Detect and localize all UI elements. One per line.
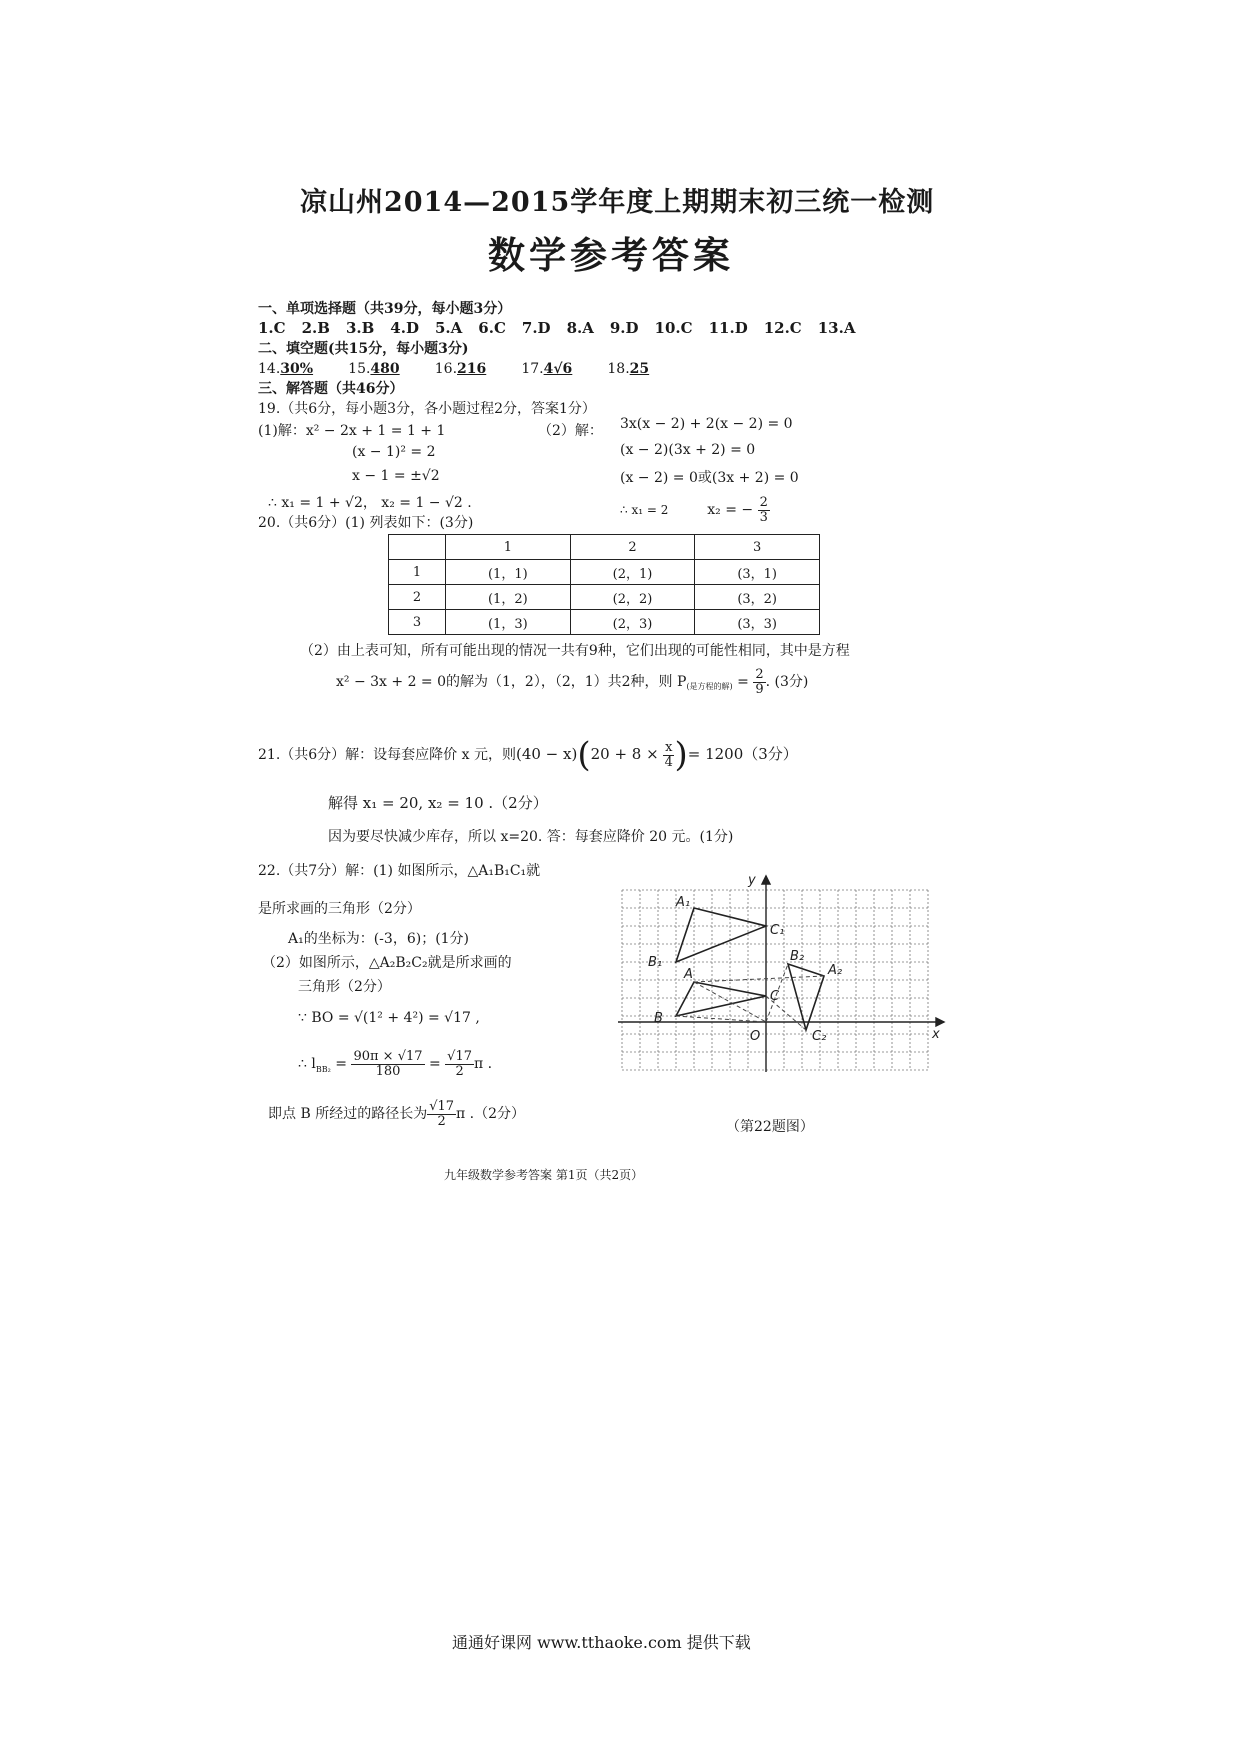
- root-x2: x₂ = −: [707, 502, 754, 519]
- fill-item: [435, 361, 487, 377]
- q19-p2-line2: (x − 2)(3x + 2) = 0: [620, 442, 756, 458]
- answer-item: 2.B: [301, 319, 330, 337]
- q20-p2-line1: （2）由上表可知，所有可能出现的情况一共有9种，它们出现的可能性相同，其中是方程: [300, 643, 850, 659]
- equals: =: [335, 1056, 347, 1073]
- q22-line3: A₁的坐标为：(-3，6)；(1分): [288, 931, 470, 947]
- fill-item: [607, 361, 649, 377]
- table-cell: (2，2): [570, 585, 695, 610]
- table-row: [389, 610, 820, 635]
- answer-item: 5.A: [434, 319, 463, 337]
- q19-p1-line2: (x − 1)² = 2: [352, 444, 436, 460]
- fraction: $\frac{√17}{2}$: [447, 1049, 472, 1079]
- q22-line2: 是所求画的三角形（2分）: [258, 901, 421, 917]
- fill-value: 30%: [280, 361, 314, 377]
- answer-item: 4.D: [390, 319, 419, 337]
- table-cell: 2: [389, 585, 446, 610]
- q21-line3: 因为要尽快减少库存，所以 x=20. 答：每套应降价 20 元。(1分): [328, 829, 734, 845]
- axes: [618, 876, 944, 1072]
- grid-lines: [622, 890, 928, 1070]
- table-cell: 2: [570, 535, 695, 560]
- fill-number: 17.: [521, 361, 544, 377]
- q22-line4: （2）如图所示，△A₂B₂C₂就是所求画的: [262, 955, 512, 971]
- fill-number: 16.: [434, 361, 458, 377]
- q19-p1-line1: (1)解：x² − 2x + 1 = 1 + 1: [258, 423, 446, 439]
- triangle-A1B1C1: [676, 908, 766, 962]
- table-cell: (1，2): [446, 585, 571, 610]
- origin-O: O: [750, 1029, 761, 1044]
- answer-item: 7.D: [521, 319, 551, 337]
- table-cell: 3: [695, 535, 820, 560]
- q20-p2-line2: [336, 668, 808, 696]
- section1-heading: 一、单项选择题（共39分，每小题3分）: [258, 301, 512, 317]
- fraction: $\frac{2}{3}$: [759, 495, 768, 525]
- table-cell: (3，1): [695, 560, 820, 585]
- point-B2: B₂: [790, 949, 805, 964]
- page-footer: 九年级数学参考答案 第1页（共2页）: [444, 1168, 644, 1182]
- paren-left: (: [577, 735, 591, 775]
- answer-item: 8.A: [566, 319, 594, 337]
- y-label: y: [748, 873, 756, 888]
- q20-score: . (3分): [765, 674, 809, 691]
- q22-l-subscript: BB₂: [315, 1065, 331, 1075]
- fill-item: [348, 361, 400, 377]
- answer-item: 6.C: [478, 319, 506, 337]
- point-C1: C₁: [770, 923, 785, 938]
- table-cell: 3: [389, 610, 446, 635]
- table-cell: (2，3): [570, 610, 695, 635]
- outcome-table: [388, 534, 820, 635]
- answer-item: 9.D: [609, 319, 639, 337]
- table-cell: (3，3): [695, 610, 820, 635]
- fill-value: 4√6: [543, 361, 573, 377]
- fraction: $\frac{90\pi \times √17}{180}$: [353, 1049, 423, 1079]
- fraction: $\frac{x}{4}$: [664, 739, 673, 770]
- point-B1: B₁: [648, 955, 663, 970]
- answer-item: 10.C: [654, 319, 693, 337]
- table-row: [389, 585, 820, 610]
- point-C: C: [770, 989, 780, 1004]
- equals: =: [428, 1056, 441, 1073]
- q19-p1-line3: x − 1 = ±√2: [352, 468, 440, 484]
- q20-heading: 20.（共6分）(1) 列表如下：(3分): [258, 515, 474, 531]
- table-cell: (2，1): [570, 560, 695, 585]
- q22-text: 即点 B 所经过的路径长为: [268, 1106, 428, 1123]
- q21-eq-mid: 20 + 8 ×: [590, 745, 659, 763]
- q21-eq-right: = 1200（3分）: [687, 745, 798, 763]
- q22-pi: π .（2分）: [456, 1106, 526, 1123]
- q19-heading: 19.（共6分，每小题3分，各小题过程2分，答案1分）: [258, 401, 596, 417]
- choice-answers: [258, 318, 871, 337]
- x-label: x: [932, 1027, 940, 1042]
- q22-line7: [298, 1050, 492, 1078]
- q22-line6: ∵ BO = √(1² + 4²) = √17 ,: [298, 1010, 480, 1026]
- q21-text: 21.（共6分）解：设每套应降价 x 元，则: [258, 747, 516, 763]
- point-A1: A₁: [676, 895, 691, 910]
- point-B: B: [654, 1011, 663, 1026]
- q20-subscript: (是方程的解): [686, 682, 733, 692]
- answer-item: 1.C: [258, 319, 286, 337]
- table-cell: 1: [446, 535, 571, 560]
- x-axis-arrow: [936, 1018, 944, 1026]
- fill-value: 25: [629, 361, 650, 377]
- point-A2: A₂: [828, 963, 843, 978]
- table-cell: (3，2): [695, 585, 820, 610]
- q20-text: x² − 3x + 2 = 0的解为（1，2），（2，1）共2种，则 P: [336, 674, 687, 691]
- point-C2: C₂: [812, 1029, 827, 1044]
- answer-item: 3.B: [345, 319, 375, 337]
- section2-heading: 二、填空题(共15分，每小题3分): [258, 341, 469, 357]
- fill-answers: [258, 358, 679, 377]
- document-subtitle: 数学参考答案: [488, 233, 734, 277]
- table-cell: (1，1): [446, 560, 571, 585]
- y-axis-arrow: [762, 876, 770, 884]
- q22-l-symbol: ∴ l: [298, 1056, 316, 1073]
- q19-p2-line4: [620, 496, 770, 524]
- q22-pi: π .: [474, 1056, 493, 1073]
- q19-p1-line4: ∴ x₁ = 1 + √2， x₂ = 1 − √2 .: [268, 495, 472, 511]
- table-cell: [389, 535, 446, 560]
- q22-line1: 22.（共7分）解：(1) 如图所示，△A₁B₁C₁就: [258, 863, 541, 879]
- fill-number: 18.: [607, 361, 630, 377]
- table-cell: (1，3): [446, 610, 571, 635]
- construction-dashes: [676, 964, 824, 1030]
- q22-line8: [268, 1100, 525, 1128]
- answer-item: 11.D: [708, 319, 748, 337]
- fraction: $\frac{√17}{2}$: [429, 1099, 455, 1129]
- triangle-A2B2C2: [788, 964, 824, 1030]
- triangle-ABC: [676, 982, 766, 1016]
- figure-caption: （第22题图）: [726, 1119, 814, 1135]
- fill-number: 14.: [258, 361, 281, 377]
- root-x1: ∴ x₁ = 2: [620, 503, 669, 518]
- q21-eq-left: (40 − x): [515, 745, 578, 763]
- equals: =: [737, 674, 749, 691]
- table-row: [389, 560, 820, 585]
- fraction: $\frac{2}{9}$: [755, 667, 764, 697]
- fill-value: 480: [370, 361, 400, 377]
- site-credit: 通通好课网 www.tthaoke.com 提供下载: [452, 1633, 751, 1652]
- q21-line1: [258, 735, 798, 775]
- fill-item: [258, 361, 313, 377]
- q22-line5: 三角形（2分）: [298, 979, 391, 995]
- section3-heading: 三、解答题（共46分）: [258, 381, 404, 397]
- answer-item: 12.C: [763, 319, 802, 337]
- table-header-row: [389, 535, 820, 560]
- answer-item: 13.A: [817, 319, 856, 337]
- fill-value: 216: [457, 361, 487, 377]
- q19-p2-line1: 3x(x − 2) + 2(x − 2) = 0: [620, 416, 793, 432]
- fill-item: [521, 361, 572, 377]
- fill-number: 15.: [348, 361, 371, 377]
- q21-line2: 解得 x₁ = 20, x₂ = 10 .（2分）: [328, 794, 548, 812]
- table-cell: 1: [389, 560, 446, 585]
- point-A: A: [684, 967, 693, 982]
- paren-right: ): [674, 735, 688, 775]
- coordinate-figure: [618, 872, 948, 1108]
- q19-p2-label: （2）解：: [538, 423, 603, 439]
- q19-p2-line3: (x − 2) = 0或(3x + 2) = 0: [620, 470, 799, 486]
- document-title: 凉山州2014—2015学年度上期期末初三统一检测: [300, 187, 935, 218]
